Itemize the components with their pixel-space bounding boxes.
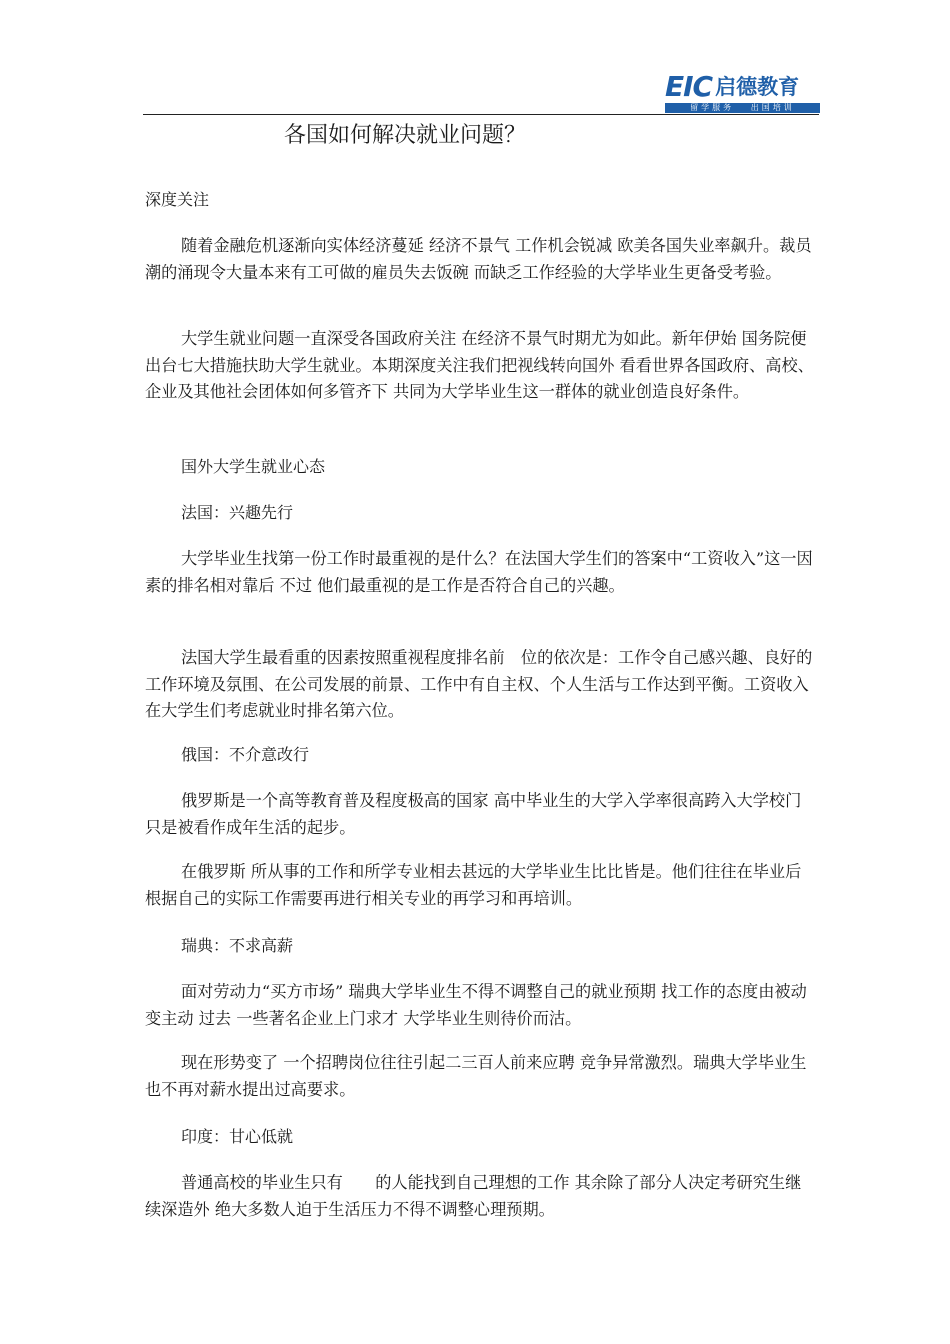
paragraph: 俄罗斯是一个高等教育普及程度极高的国家 高中毕业生的大学入学率很高跨入大学校门只是被看作成年生活的起步。 [145,791,802,837]
paragraph: 现在形势变了 一个招聘岗位往往引起二三百人前来应聘 竞争异常激烈。瑞典大学毕业生也不再对薪水提出过高要求。 [145,1053,807,1099]
paragraph: 普通高校的毕业生只有 的人能找到自己理想的工作 其余除了部分人决定考研究生继续深造外 绝大多数人迫于生活压力不得不调整心理预期。 [145,1173,802,1219]
subheading: 瑞典：不求高薪 [181,936,294,955]
paragraph: 大学毕业生找第一份工作时最重视的是什么？在法国大学生们的答案中“工资收入”这一因素的排名相对靠后 不过 他们最重视的是工作是否符合自己的兴趣。 [145,549,813,595]
document-title: 各国如何解决就业问题？ [284,123,527,148]
subheading: 俄国：不介意改行 [181,745,310,764]
paragraph: 法国大学生最看重的因素按照重视程度排名前 位的依次是：工作令自己感兴趣、良好的工作环境及氛围、在公司发展的前景、工作中有自主权、个人生活与工作达到平衡。工资收入在大学生们考虑就业时排名第六位。 [145,648,813,720]
subheading: 印度：甘心低就 [181,1127,294,1146]
subheading: 法国：兴趣先行 [181,503,294,522]
paragraph: 面对劳动力“买方市场” 瑞典大学毕业生不得不调整自己的就业预期 找工作的态度由被动变主动 过去 一些著名企业上门求才 大学毕业生则待价而沽。 [145,982,807,1028]
logo-tagline: 留学服务 出国培训 [690,103,795,112]
paragraph: 随着金融危机逐渐向实体经济蔓延 经济不景气 工作机会锐减 欧美各国失业率飙升。裁员潮的涌现令大量本来有工可做的雇员失去饭碗 而缺乏工作经验的大学毕业生更备受考验。 [145,236,812,282]
logo-eic-text: EIC [665,70,713,103]
paragraph: 在俄罗斯 所从事的工作和所学专业相去甚远的大学毕业生比比皆是。他们往往在毕业后根据自己的实际工作需要再进行相关专业的再学习和再培训。 [145,862,802,908]
paragraph: 大学生就业问题一直深受各国政府关注 在经济不景气时期尤为如此。新年伊始 国务院便出台七大措施扶助大学生就业。本期深度关注我们把视线转向国外 看看世界各国政府、高校、企业及其他社会团体如何多管齐下 共同为大学毕业生这一群体的就业创造良好条件。 [145,329,814,401]
logo-chinese-text: 启德教育 [715,75,800,99]
header-rule [143,114,819,115]
eic-logo [665,72,820,118]
section-label: 深度关注 [145,190,210,209]
subheading: 国外大学生就业心态 [181,457,326,476]
